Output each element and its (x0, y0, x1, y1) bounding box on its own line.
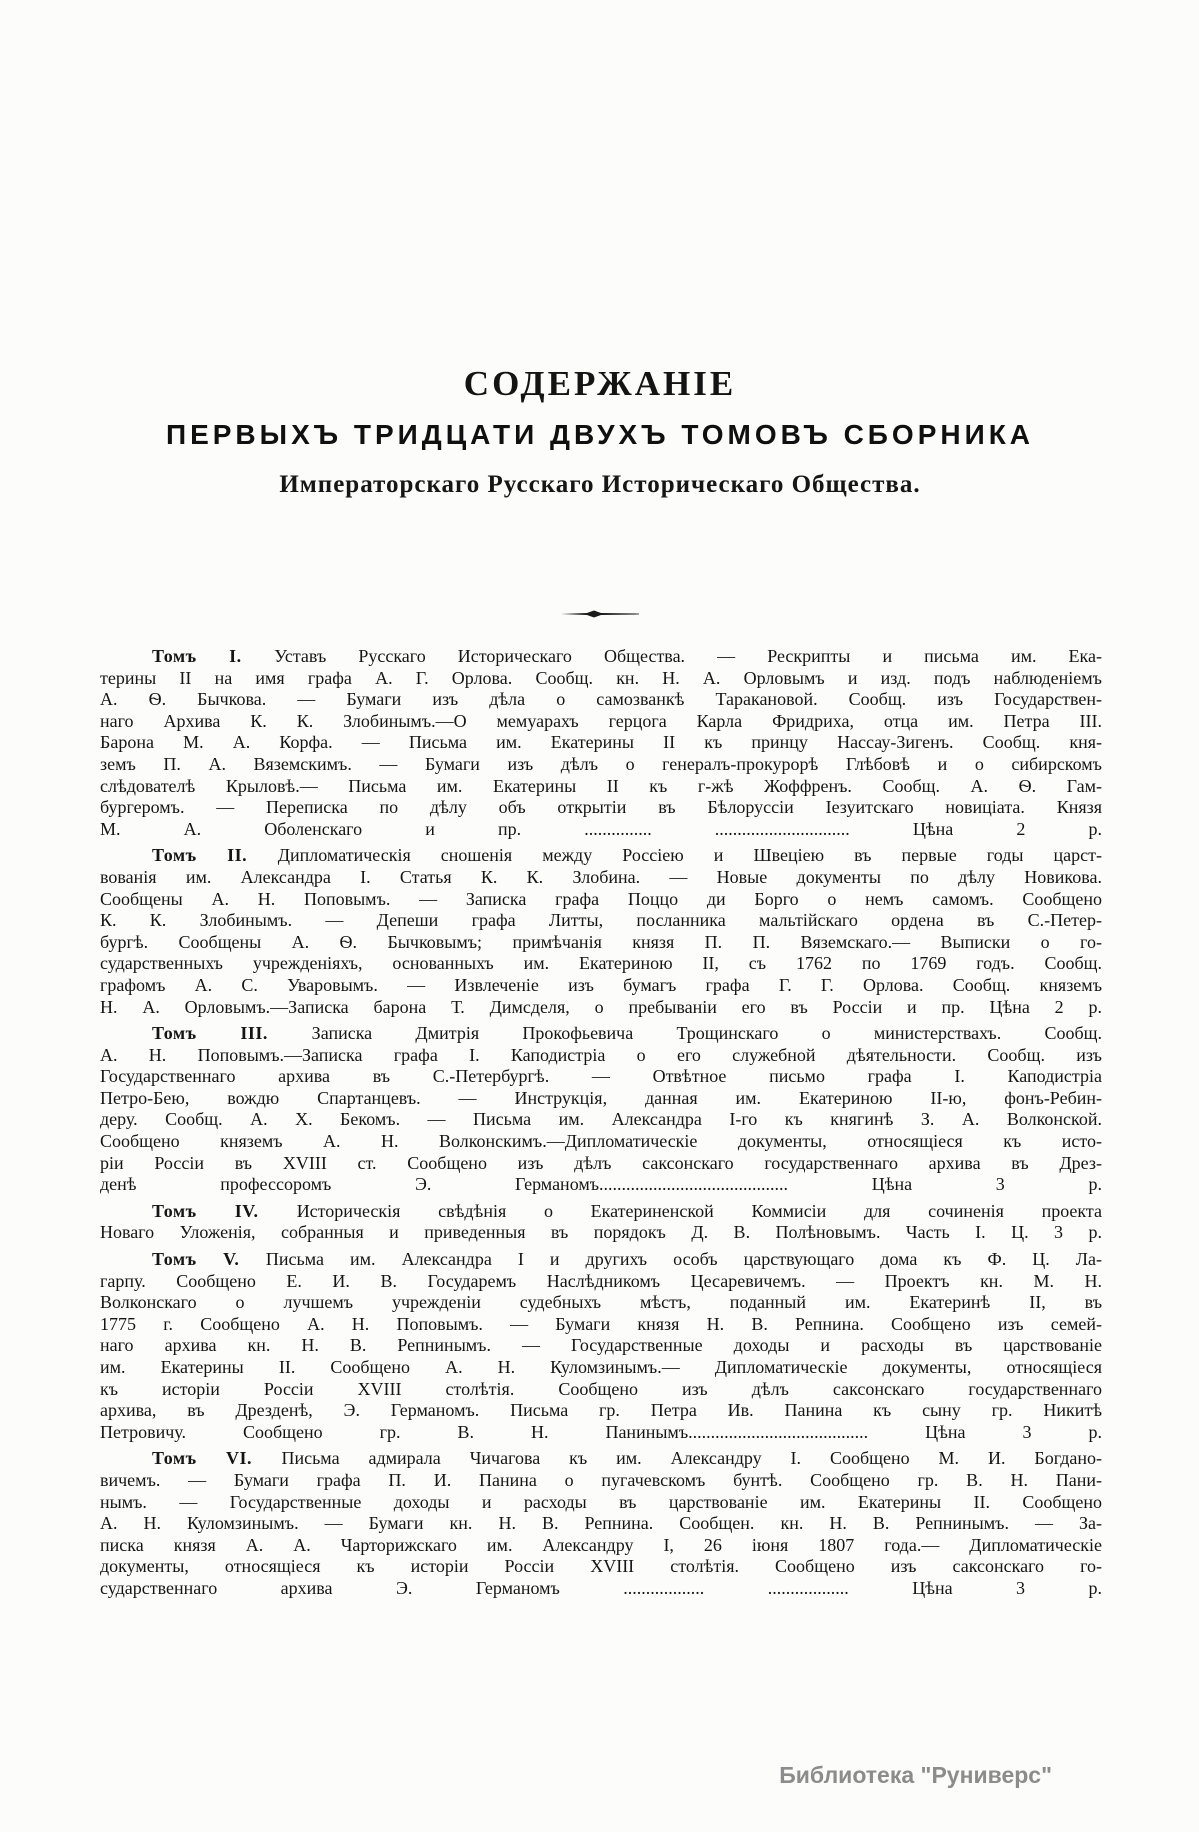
text-line: К. К. Злобинымъ. — Депеши графа Литты, посланника мальтійскаго ордена въ С.-Петер- (100, 910, 1102, 931)
text-line: земъ П. А. Вяземскимъ. — Бумаги изъ дѣлъ о генералъ-прокурорѣ Глѣбовѣ и о сибирскомъ (100, 753, 1102, 774)
text-line: Государственнаго архива въ С.-Петербургѣ. — Отвѣтное письмо графа І. Каподистріа (100, 1066, 1102, 1087)
volume-entry-2 (100, 845, 1102, 1018)
text-line: бургеромъ. — Переписка по дѣлу объ открытіи въ Бѣлоруссіи Іезуитскаго новиціата. Князя (100, 797, 1102, 818)
text-line: графомъ А. С. Уваровымъ. — Извлеченіе изъ бумагъ графа Г. Г. Орлова. Сообщ. княземъ (100, 974, 1102, 995)
society-name: Императорскаго Русскаго Историческаго Общества. (279, 471, 921, 498)
text-line: бургѣ. Сообщены А. Ѳ. Бычковымъ; примѣчанія князя П. П. Вяземскаго.— Выписки о го- (100, 931, 1102, 952)
text-line: Томъ VI. Письма адмирала Чичагова къ им. Александру I. Сообщено М. И. Богдано- (152, 1448, 1102, 1469)
text-line: Барона М. А. Корфа. — Письма им. Екатерины II къ принцу Нассау-Зигенъ. Сообщ. кня- (100, 732, 1102, 753)
volume-entry-5 (100, 1249, 1102, 1443)
text-line: слѣдователѣ Крыловѣ.— Письма им. Екатерины II къ г-жѣ Жоффренъ. Сообщ. А. Ѳ. Гам- (100, 775, 1102, 796)
text-line: ріи Россіи въ XVIII ст. Сообщено изъ дѣлъ саксонскаго государственнаго архива въ Дрез- (100, 1152, 1102, 1173)
volume-entry-4 (100, 1201, 1102, 1244)
text-line: Новаго Уложенія, собранныя и приведенныя въ порядокъ Д. В. Полѣновымъ. Часть I. Ц. 3 р. (100, 1222, 1102, 1243)
text-line: нымъ. — Государственные доходы и расходы въ царствованіе им. Екатерины II. Сообщено (100, 1491, 1102, 1512)
text-line: наго Архива К. К. Злобинымъ.—О мемуарахъ герцога Карла Фридриха, отца им. Петра III. (100, 710, 1102, 731)
text-line: сударственнаго архива Э. Германомъ .................. .................. Цѣна 3 р. (100, 1577, 1102, 1598)
text-line: Томъ I. Уставъ Русскаго Историческаго Общества. — Рескрипты и письма им. Ека- (152, 646, 1102, 666)
text-line: писка князя А. А. Чарторижскаго им. Александру I, 26 іюня 1807 года.— Дипломатическіе (100, 1534, 1102, 1555)
table-of-contents (100, 646, 1102, 1605)
volume-label: Томъ I. (152, 646, 275, 666)
text-line: А. Н. Поповымъ.—Записка графа І. Каподистріа о его служебной дѣятельности. Сообщ. изъ (100, 1044, 1102, 1065)
text-line: Сообщено княземъ А. Н. Волконскимъ.—Дипломатическіе документы, относящіеся къ исто- (100, 1131, 1102, 1152)
text-line: вичемъ. — Бумаги графа П. И. Панина о пугачевскомъ бунтѣ. Сообщено гр. В. Н. Пани- (100, 1469, 1102, 1490)
volume-entry-1 (100, 646, 1102, 840)
text-line: Петро-Бею, вождю Спартанцевъ. — Инструкція, данная им. Екатериною II-ю, фонъ-Ребин- (100, 1087, 1102, 1108)
text-line: 1775 г. Сообщено А. Н. Поповымъ. — Бумаги князя Н. В. Репнина. Сообщено изъ семей- (100, 1313, 1102, 1334)
volume-label: Томъ V. (152, 1249, 266, 1270)
divider-ornament (100, 606, 1100, 624)
text-line: гарпу. Сообщено Е. И. В. Государемъ Наслѣдникомъ Цесаревичемъ. — Проектъ кн. М. Н. (100, 1270, 1102, 1291)
text-line: къ исторіи Россіи XVIII столѣтія. Сообщено изъ дѣлъ саксонскаго государственнаго (100, 1378, 1102, 1399)
text-line: документы, относящіеся къ исторіи Россіи XVIII столѣтія. Сообщено изъ саксонскаго го- (100, 1556, 1102, 1577)
text-line: вованія им. Александра I. Статья К. К. Злобина. — Новые документы по дѣлу Новикова. (100, 866, 1102, 887)
text-line: деру. Сообщ. А. Х. Бекомъ. — Письма им. Александра I-го къ княгинѣ З. А. Волконской. (100, 1109, 1102, 1130)
volume-entry-3 (100, 1023, 1102, 1196)
text-line: денѣ профессоромъ Э. Германомъ.......................................... Цѣна 3 р. (100, 1174, 1102, 1195)
text-line: М. А. Оболенскаго и пр. ............... .............................. Цѣна 2 р. (100, 818, 1102, 839)
text-line: А. Ѳ. Бычкова. — Бумаги изъ дѣла о самозванкѣ Таракановой. Сообщ. изъ Государствен- (100, 689, 1102, 710)
text-line: А. Н. Куломзинымъ. — Бумаги кн. Н. В. Репнина. Сообщен. кн. Н. В. Репнинымъ. — За- (100, 1513, 1102, 1534)
text-line: Томъ IV. Историческія свѣдѣнія о Екатериненской Коммисіи для сочиненія проекта (152, 1200, 1102, 1221)
volume-label: Томъ II. (152, 845, 278, 866)
text-line: Волконскаго о лучшемъ учрежденіи судебныхъ мѣстъ, поданный им. Екатеринѣ II, въ (100, 1292, 1102, 1313)
volume-label: Томъ III. (152, 1023, 312, 1044)
text-line: Томъ III. Записка Дмитрія Прокофьевича Трощинскаго о министерствахъ. Сообщ. (152, 1023, 1103, 1044)
volume-entry-6 (100, 1448, 1102, 1599)
text-line: Томъ V. Письма им. Александра I и другихъ особъ царствующаго дома къ Ф. Ц. Ла- (152, 1249, 1102, 1270)
library-watermark: Библиотека "Руниверс" (779, 1762, 1052, 1788)
text-line: им. Екатерины II. Сообщено А. Н. Куломзинымъ.— Дипломатическіе документы, относящіеся (100, 1357, 1102, 1377)
text-line: архива, въ Дрезденѣ, Э. Германомъ. Письма гр. Петра Ив. Панина къ сыну гр. Никитѣ (100, 1400, 1102, 1421)
text-line: сударственныхъ учрежденіяхъ, основанныхъ им. Екатериною II, съ 1762 по 1769 годъ. Сообщ. (100, 953, 1102, 974)
text-line: Томъ II. Дипломатическія сношенія между Россіею и Швеціею въ первые годы царст- (152, 845, 1102, 866)
volume-label: Томъ IV. (152, 1200, 297, 1221)
text-line: Петровичу. Сообщено гр. В. Н. Панинымъ........................................ Цѣна 3 р. (100, 1421, 1102, 1442)
text-line: терины II на имя графа А. Г. Орлова. Сообщ. кн. Н. А. Орловымъ и изд. подъ наблюденіемъ (100, 667, 1102, 688)
text-line: наго архива кн. Н. В. Репнинымъ. — Государственные доходы и расходы въ царствованіе (100, 1335, 1102, 1356)
text-line: Сообщены А. Н. Поповымъ. — Записка графа Поццо ди Борго о немъ самомъ. Сообщено (100, 888, 1102, 909)
page-subtitle: ПЕРВЫХЪ ТРИДЦАТИ ДВУХЪ ТОМОВЪ СБОРНИКА (165, 419, 1035, 450)
page-title: СОДЕРЖАНІЕ (463, 364, 737, 403)
text-line: Н. А. Орловымъ.—Записка барона Т. Димсделя, о пребываніи его въ Россіи и пр. Цѣна 2 р. (100, 996, 1102, 1017)
volume-label: Томъ VI. (152, 1448, 282, 1469)
